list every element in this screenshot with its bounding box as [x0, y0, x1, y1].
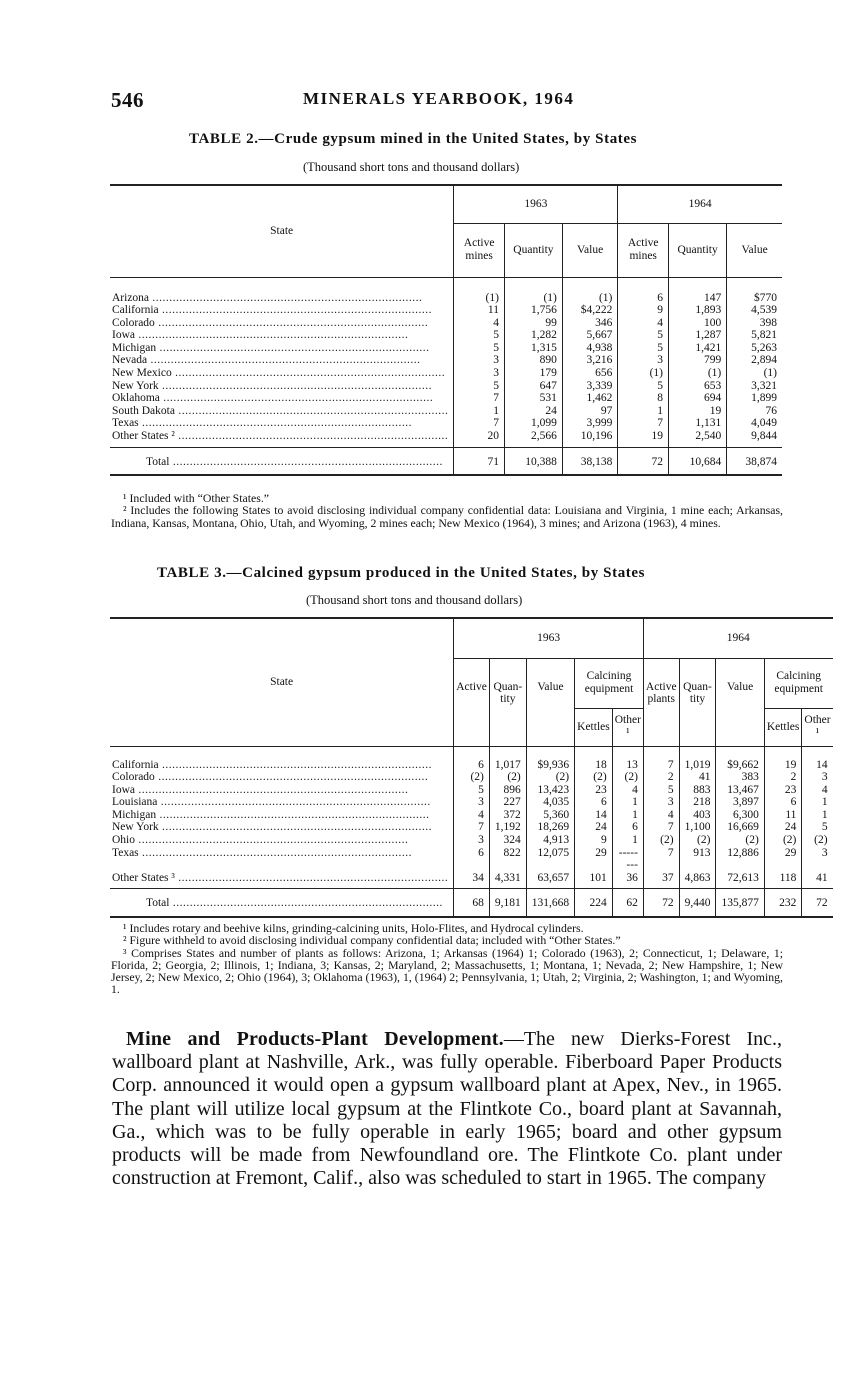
table-row	[110, 796, 833, 809]
table2-stub-header: State	[110, 185, 454, 277]
table-cell: 4	[612, 784, 643, 797]
table-row	[110, 784, 833, 797]
table-cell: 10,684	[669, 447, 727, 475]
table-row	[110, 746, 833, 771]
table-cell: 1,893	[669, 304, 727, 317]
table-cell: (2)	[454, 771, 490, 784]
table-cell: 398	[727, 317, 782, 330]
table2-col-header: Active mines	[454, 223, 505, 277]
table-cell: 324	[489, 834, 526, 847]
table-cell: 5,821	[727, 329, 782, 342]
table-cell: 5	[454, 784, 490, 797]
state-name: Colorado .....	[112, 317, 428, 329]
table-cell: 4	[454, 317, 505, 330]
table-row	[110, 872, 833, 889]
state-name: New Mexico .....	[112, 367, 445, 379]
page-number: 546	[111, 88, 144, 112]
table-cell: 3	[802, 847, 833, 872]
table-cell: 24	[764, 821, 802, 834]
table-cell: 3	[454, 834, 490, 847]
table-cell: (2)	[679, 834, 716, 847]
table-cell: 18	[575, 746, 613, 771]
table-cell: 11	[764, 809, 802, 822]
table-cell: 62	[612, 889, 643, 917]
footnote: ¹ Included with “Other States.”	[123, 491, 270, 505]
table-cell: $9,662	[716, 746, 764, 771]
table-cell: (2)	[643, 834, 679, 847]
table-cell: 14	[575, 809, 613, 822]
state-name: New York .....	[112, 821, 432, 833]
state-name: Iowa .....	[112, 329, 408, 341]
table-cell: 5,667	[562, 329, 618, 342]
table-cell: 3	[618, 354, 669, 367]
table-cell: 4,331	[489, 872, 526, 889]
table-row	[110, 405, 782, 418]
table-cell: 99	[504, 317, 562, 330]
table3-col-value: Value	[716, 658, 764, 746]
table-cell: 72	[802, 889, 833, 917]
table-cell: 72	[643, 889, 679, 917]
table-cell: 4,049	[727, 417, 782, 430]
table-cell: 653	[669, 380, 727, 393]
body-paragraph	[112, 1028, 782, 1190]
table-cell: 1	[612, 796, 643, 809]
table-cell: 5,360	[526, 809, 574, 822]
table-cell: 694	[669, 392, 727, 405]
state-name: Ohio .....	[112, 834, 408, 846]
table-cell: 1,315	[504, 342, 562, 355]
table-cell: 1,462	[562, 392, 618, 405]
table3-col-active: Active	[454, 658, 490, 746]
table-cell: 1	[612, 809, 643, 822]
table3-col-active-plants: Active plants	[643, 658, 679, 746]
table-cell: 1,099	[504, 417, 562, 430]
table-cell: 4	[454, 809, 490, 822]
table-cell: 913	[679, 847, 716, 872]
table-cell: (2)	[716, 834, 764, 847]
table-cell: 1,131	[669, 417, 727, 430]
table2-subtitle: (Thousand short tons and thousand dollars)	[303, 160, 520, 174]
table-cell: (1)	[562, 277, 618, 304]
table2-col-header: Value	[727, 223, 782, 277]
table-cell: 63,657	[526, 872, 574, 889]
table-cell: 232	[764, 889, 802, 917]
table-cell: 23	[575, 784, 613, 797]
footnote: ¹ Includes rotary and beehive kilns, grinding-calcining units, Holo-Flites, and Hydrocal cylinders.	[123, 921, 584, 935]
state-name: California .....	[112, 304, 432, 316]
table-cell: 218	[679, 796, 716, 809]
table-cell: 38,138	[562, 447, 618, 475]
table-cell: 5	[454, 342, 505, 355]
table-cell: (2)	[526, 771, 574, 784]
table-cell: 23	[764, 784, 802, 797]
table-cell: 34	[454, 872, 490, 889]
table-total-row	[110, 447, 782, 475]
table-cell: 1,899	[727, 392, 782, 405]
table-cell: 2,540	[669, 430, 727, 447]
table2-col-header: Quantity	[669, 223, 727, 277]
footnote: ³ Comprises States and number of plants as follows: Arizona, 1; Arkansas (1964) 1; Colorado (1963), 2; Connecticut, 1; Delaware, 1; Florida, 2; Georgia, 2; Illinois, 1; Indiana, 3; Kansas, 2; Maryland, 2; Massachusetts, 1; Montana, 1; Nevada, 2; New Hampshire, 1; New Jersey, 2; New Mexico, 2; Ohio (1964), 3; Oklahoma (1963), 1, (1964) 2; Pennsylvania, 1; Utah, 2; Virginia, 2; Washington, 1; and Wyoming, 1.	[111, 945, 783, 997]
table-cell: 6	[612, 821, 643, 834]
table-cell: 10,196	[562, 430, 618, 447]
table3-subtitle: (Thousand short tons and thousand dollars)	[306, 593, 523, 607]
table2-caption: TABLE 2.—Crude gypsum mined in the United States, by States	[189, 131, 638, 147]
table-row	[110, 834, 833, 847]
table-cell: 4	[643, 809, 679, 822]
table3-col-other: Other ¹	[612, 708, 643, 746]
table3	[110, 617, 833, 918]
table-cell: 1,756	[504, 304, 562, 317]
table-cell: 3	[454, 354, 505, 367]
table-cell: 3,321	[727, 380, 782, 393]
table-cell: 9	[575, 834, 613, 847]
table-row	[110, 809, 833, 822]
table-cell: (1)	[618, 367, 669, 380]
table3-col-calcining: Calcining equipment	[575, 658, 644, 708]
table-cell: 10,388	[504, 447, 562, 475]
table-cell: 7	[454, 417, 505, 430]
table-cell: 41	[679, 771, 716, 784]
table-cell: 346	[562, 317, 618, 330]
table-cell: 383	[716, 771, 764, 784]
table-cell: 5	[618, 342, 669, 355]
state-name: Texas .....	[112, 847, 412, 859]
table3-year-1964: 1964	[643, 618, 832, 658]
table-cell: 656	[562, 367, 618, 380]
table-cell: 799	[669, 354, 727, 367]
table-cell: 1,287	[669, 329, 727, 342]
table-row	[110, 354, 782, 367]
table-cell: 9,440	[679, 889, 716, 917]
table-cell: 19	[669, 405, 727, 418]
table-cell: 1,192	[489, 821, 526, 834]
table-row	[110, 392, 782, 405]
table-cell: 97	[562, 405, 618, 418]
table-cell: 1	[802, 796, 833, 809]
table-cell: 7	[454, 392, 505, 405]
table-cell: 1	[802, 809, 833, 822]
table-cell: 890	[504, 354, 562, 367]
table-cell: 13,467	[716, 784, 764, 797]
table-cell: 3	[454, 367, 505, 380]
table2-footnotes	[111, 492, 783, 529]
body-text: —The new Dierks-Forest Inc., wallboard plant at Nashville, Ark., was fully operable. Fiberboard Paper Products Corp. announced it would open a gypsum wallboard plant at Apex, Nev., in 1965. The plant will utilize local gypsum at the Flintkote Co., board plant at Savannah, Ga., which was to be fully operable in early 1965; board and other gypsum products will be made from Newfoundland ore. The Flintkote Co. plant under construction at Fremont, Calif., also was scheduled to start in 1965. The company	[112, 1028, 782, 1190]
table-cell: 4	[802, 784, 833, 797]
table-cell: (1)	[454, 277, 505, 304]
table-cell: 11	[454, 304, 505, 317]
table-cell: 5	[454, 329, 505, 342]
state-name: Total .....	[146, 456, 443, 468]
table-cell: 2,566	[504, 430, 562, 447]
table3-col-kettles: Kettles	[575, 708, 613, 746]
table-total-row	[110, 889, 833, 917]
table-cell: --------	[612, 847, 643, 872]
state-name: Other States ³ .....	[112, 872, 448, 884]
table-cell: 38,874	[727, 447, 782, 475]
table-cell: 3,897	[716, 796, 764, 809]
table-cell: 29	[575, 847, 613, 872]
table-cell: 6	[575, 796, 613, 809]
table-cell: 100	[669, 317, 727, 330]
table-cell: 5	[802, 821, 833, 834]
table-cell: 403	[679, 809, 716, 822]
table-cell: 372	[489, 809, 526, 822]
table3-col-quantity: Quan- tity	[679, 658, 716, 746]
state-name: Louisiana .....	[112, 796, 431, 808]
table-row	[110, 380, 782, 393]
table2-col-header: Active mines	[618, 223, 669, 277]
table-cell: $9,936	[526, 746, 574, 771]
footnote: ² Includes the following States to avoid disclosing individual company confidential data: Louisiana and Virginia, 1 mine each; Arkansas, Indiana, Kansas, Montana, Ohio, Utah, and Wyoming, 2 mines each; New Mexico (1964), 3 mines; and Arizona (1963), 4 mines.	[111, 503, 783, 530]
table-row	[110, 277, 782, 304]
table-cell: 224	[575, 889, 613, 917]
table-cell: 18,269	[526, 821, 574, 834]
table-cell: (1)	[669, 367, 727, 380]
table-cell: (2)	[575, 771, 613, 784]
table-cell: $770	[727, 277, 782, 304]
table-cell: 4,913	[526, 834, 574, 847]
table-cell: $4,222	[562, 304, 618, 317]
table-cell: 12,886	[716, 847, 764, 872]
table-cell: 118	[764, 872, 802, 889]
table2-year-1963: 1963	[454, 185, 618, 223]
table-cell: 4,539	[727, 304, 782, 317]
section-lead-in: Mine and Products-Plant Development.	[126, 1028, 504, 1050]
table-cell: 883	[679, 784, 716, 797]
table-cell: 9	[618, 304, 669, 317]
table-cell: 7	[618, 417, 669, 430]
table-cell: 68	[454, 889, 490, 917]
state-name: Total .....	[146, 897, 443, 909]
table-cell: 647	[504, 380, 562, 393]
table-cell: 5	[643, 784, 679, 797]
table-cell: 6	[764, 796, 802, 809]
table3-col-kettles: Kettles	[764, 708, 802, 746]
table-cell: 179	[504, 367, 562, 380]
table-row	[110, 317, 782, 330]
table-cell: 13	[612, 746, 643, 771]
table-cell: (2)	[802, 834, 833, 847]
state-name: Oklahoma .....	[112, 392, 433, 404]
table3-col-other: Other ¹	[802, 708, 833, 746]
table-cell: (1)	[727, 367, 782, 380]
table-cell: 822	[489, 847, 526, 872]
table-cell: 16,669	[716, 821, 764, 834]
table3-col-quantity: Quan- tity	[489, 658, 526, 746]
table-cell: (1)	[504, 277, 562, 304]
table-cell: 2	[643, 771, 679, 784]
table-row	[110, 417, 782, 430]
table-cell: 5	[618, 380, 669, 393]
table-cell: 3,339	[562, 380, 618, 393]
table-cell: 5	[618, 329, 669, 342]
table-cell: 7	[454, 821, 490, 834]
table-cell: 14	[802, 746, 833, 771]
table-cell: 135,877	[716, 889, 764, 917]
table-cell: 71	[454, 447, 505, 475]
table-cell: 7	[643, 746, 679, 771]
table-cell: 9,181	[489, 889, 526, 917]
table2-col-header: Value	[562, 223, 618, 277]
table-cell: 1,100	[679, 821, 716, 834]
table-cell: 2,894	[727, 354, 782, 367]
table-row	[110, 847, 833, 872]
state-name: Nevada .....	[112, 354, 421, 366]
table-cell: 147	[669, 277, 727, 304]
table-cell: 2	[764, 771, 802, 784]
table-cell: 24	[504, 405, 562, 418]
state-name: Texas .....	[112, 417, 412, 429]
table-cell: 3	[802, 771, 833, 784]
footnote: ² Figure withheld to avoid disclosing individual company confidential data; included with “Other States.”	[123, 933, 621, 948]
table-cell: 3	[643, 796, 679, 809]
table2-col-header: Quantity	[504, 223, 562, 277]
table-row	[110, 367, 782, 380]
table-cell: 4	[618, 317, 669, 330]
table-row	[110, 821, 833, 834]
table2-year-1964: 1964	[618, 185, 782, 223]
table-cell: 29	[764, 847, 802, 872]
table-cell: 1,017	[489, 746, 526, 771]
table-row	[110, 342, 782, 355]
table-cell: 1	[454, 405, 505, 418]
table-cell: (2)	[612, 771, 643, 784]
table-cell: 13,423	[526, 784, 574, 797]
table-cell: 3,999	[562, 417, 618, 430]
table3-col-value: Value	[526, 658, 574, 746]
table-cell: 131,668	[526, 889, 574, 917]
table-cell: 1	[618, 405, 669, 418]
table-cell: 531	[504, 392, 562, 405]
table-cell: 7	[643, 847, 679, 872]
table-cell: 1	[612, 834, 643, 847]
table3-year-1963: 1963	[454, 618, 644, 658]
state-name: Colorado .....	[112, 771, 428, 783]
state-name: Arizona .....	[112, 292, 422, 304]
state-name: Other States ² .....	[112, 430, 448, 442]
table-cell: 19	[618, 430, 669, 447]
table-cell: 227	[489, 796, 526, 809]
table-cell: 4,035	[526, 796, 574, 809]
table-cell: 1,282	[504, 329, 562, 342]
table-cell: 72	[618, 447, 669, 475]
table-cell: 3	[454, 796, 490, 809]
table2	[110, 184, 782, 476]
state-name: Iowa .....	[112, 784, 408, 796]
table-cell: 7	[643, 821, 679, 834]
table-cell: 5	[454, 380, 505, 393]
state-name: Michigan .....	[112, 809, 429, 821]
state-name: South Dakota .....	[112, 405, 448, 417]
table-cell: 20	[454, 430, 505, 447]
table-cell: 1,019	[679, 746, 716, 771]
table-cell: 4,938	[562, 342, 618, 355]
table-cell: 24	[575, 821, 613, 834]
table-cell: 1,421	[669, 342, 727, 355]
table-row	[110, 430, 782, 447]
table-cell: (2)	[764, 834, 802, 847]
table-cell: 896	[489, 784, 526, 797]
table3-caption: TABLE 3.—Calcined gypsum produced in the United States, by States	[157, 565, 646, 581]
table-cell: 4,863	[679, 872, 716, 889]
table-cell: 76	[727, 405, 782, 418]
table-cell: 6	[454, 746, 490, 771]
table-cell: 41	[802, 872, 833, 889]
table3-footnotes	[111, 922, 783, 996]
table-row	[110, 329, 782, 342]
table-cell: (2)	[489, 771, 526, 784]
state-name: Michigan .....	[112, 342, 429, 354]
table-cell: 36	[612, 872, 643, 889]
table3-col-calcining: Calcining equipment	[764, 658, 832, 708]
running-title: MINERALS YEARBOOK, 1964	[303, 89, 575, 108]
table-cell: 6	[454, 847, 490, 872]
table-cell: 3,216	[562, 354, 618, 367]
table-cell: 6,300	[716, 809, 764, 822]
table3-stub-header: State	[110, 618, 454, 746]
table-cell: 101	[575, 872, 613, 889]
table-cell: 72,613	[716, 872, 764, 889]
table-row	[110, 304, 782, 317]
table-cell: 37	[643, 872, 679, 889]
table-row	[110, 771, 833, 784]
table-cell: 6	[618, 277, 669, 304]
table-cell: 12,075	[526, 847, 574, 872]
state-name: California .....	[112, 759, 432, 771]
table-cell: 5,263	[727, 342, 782, 355]
state-name: New York .....	[112, 380, 432, 392]
table-cell: 8	[618, 392, 669, 405]
table-cell: 19	[764, 746, 802, 771]
table-cell: 9,844	[727, 430, 782, 447]
